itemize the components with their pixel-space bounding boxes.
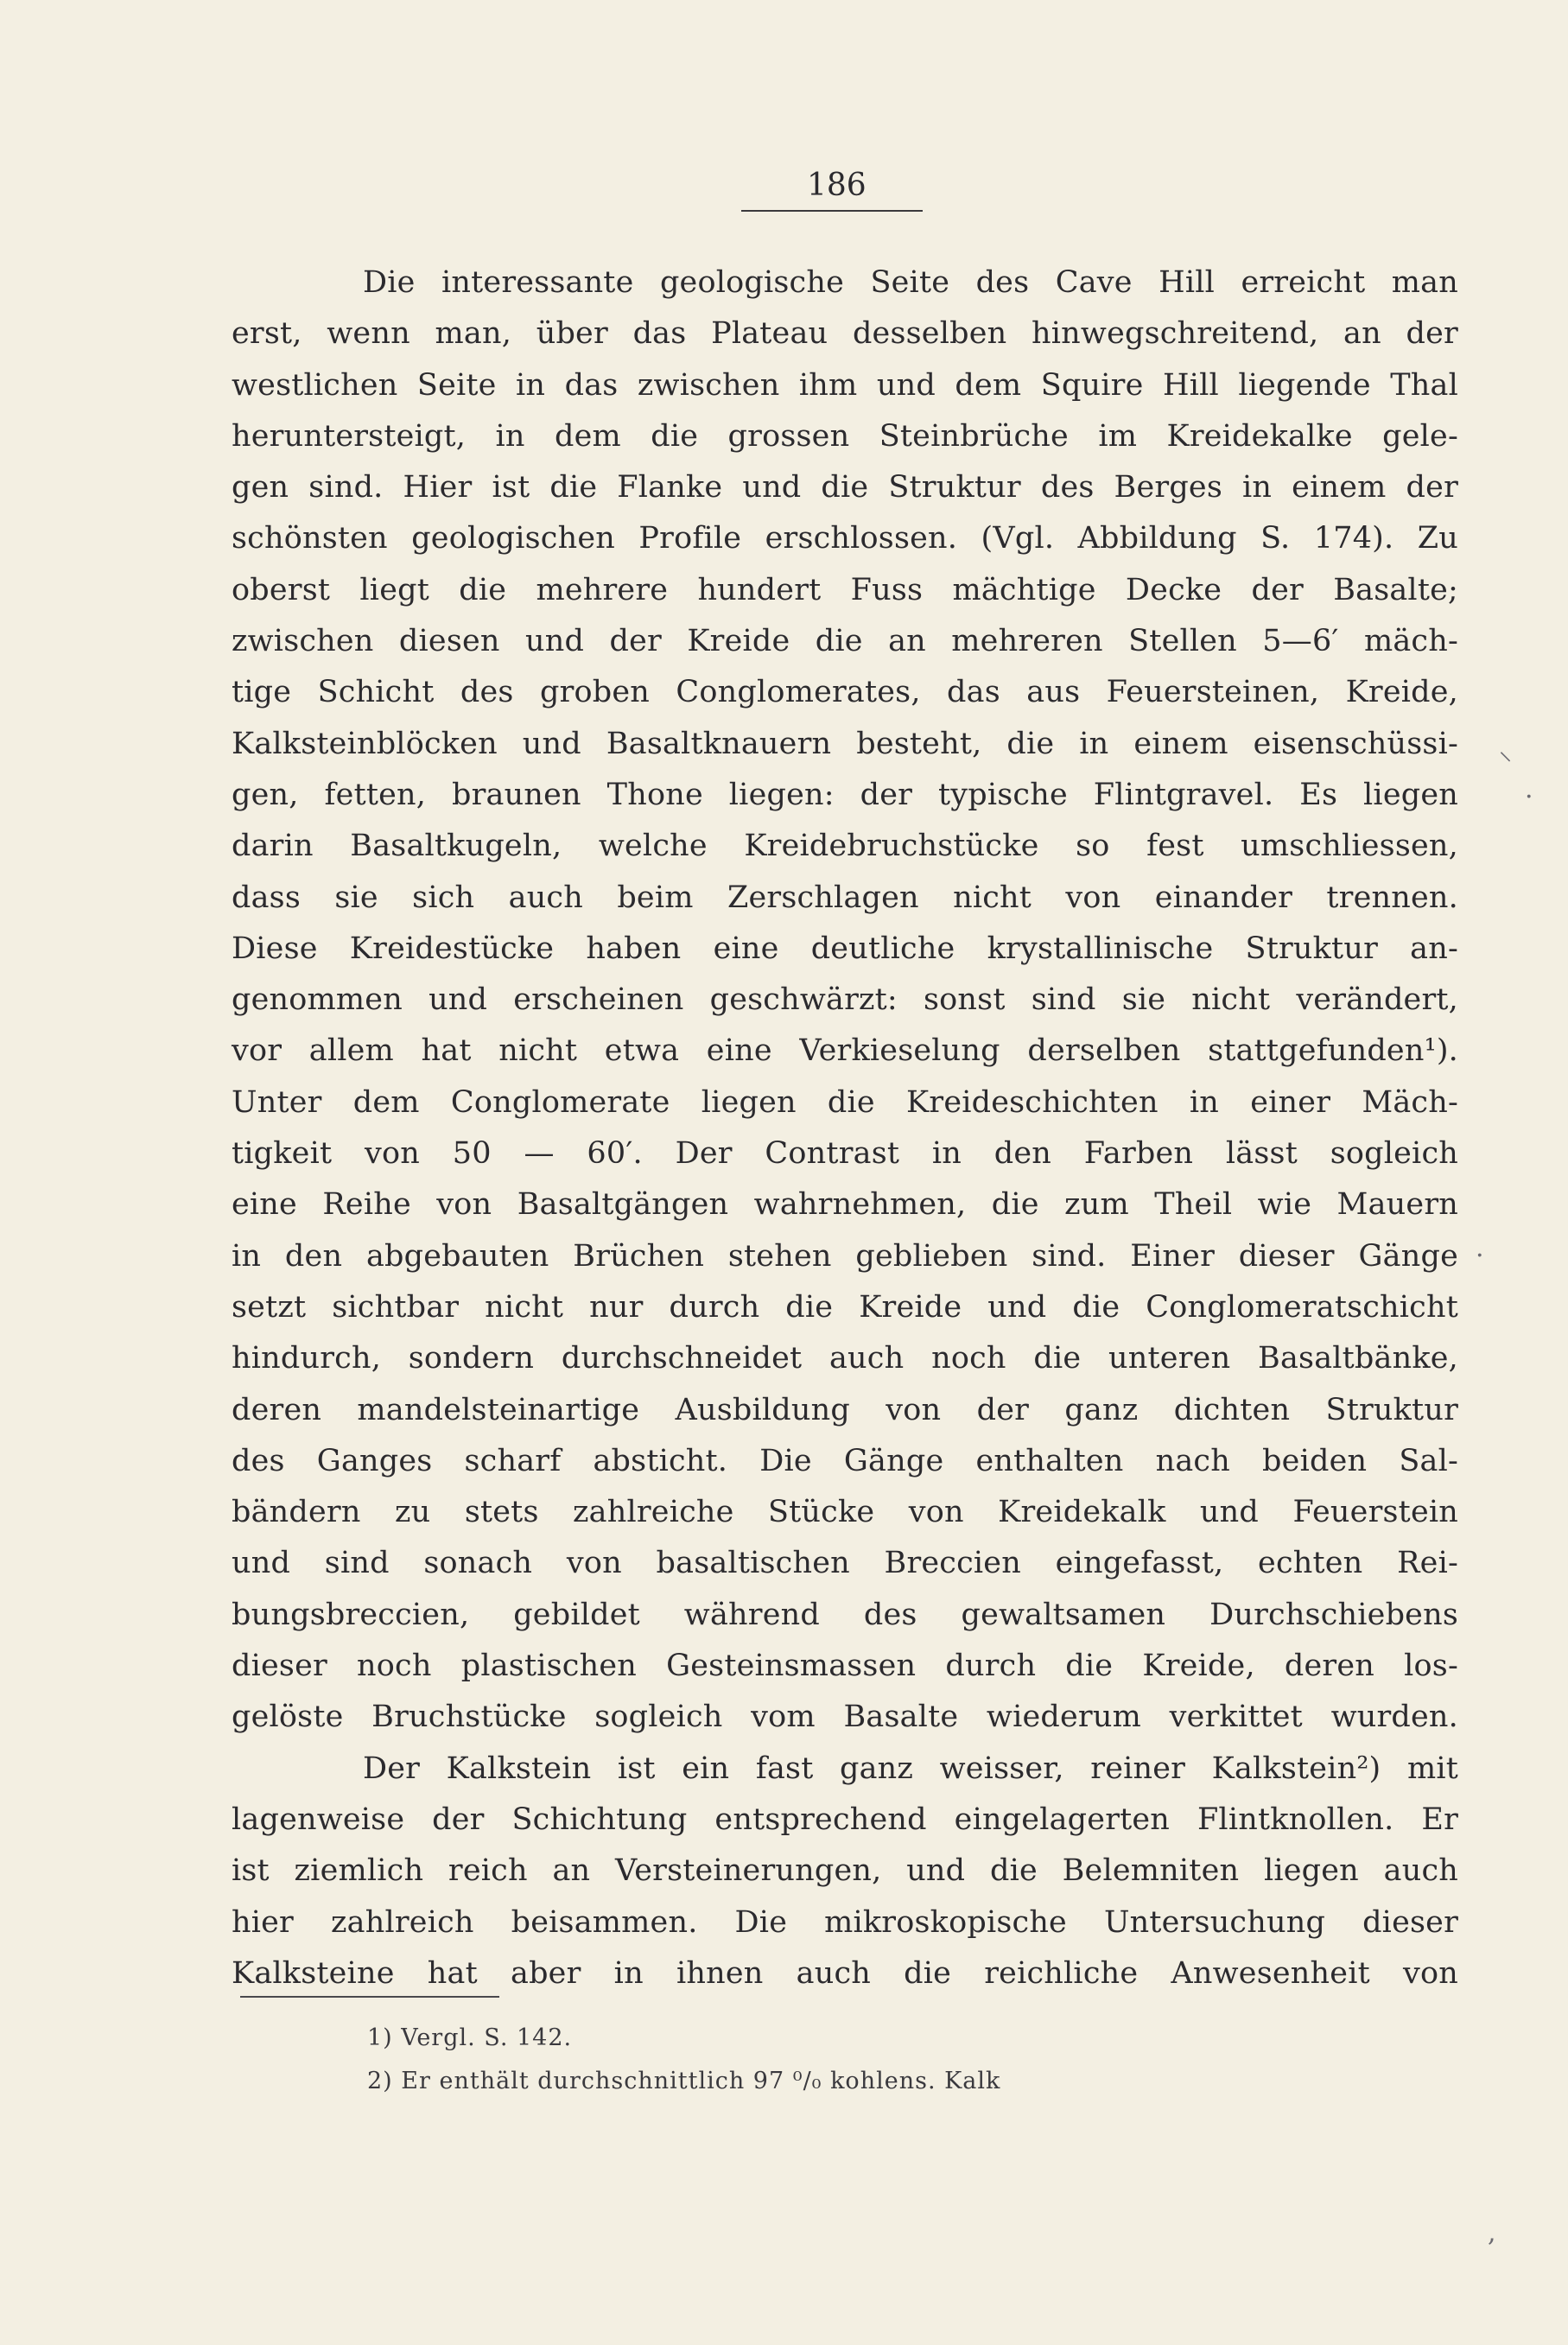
text-line: dass sie sich auch beim Zerschlagen nicht von einander trennen. bbox=[232, 880, 1458, 915]
text-line: bungsbreccien, gebildet während des gewaltsamen Durchschiebens bbox=[232, 1597, 1458, 1632]
margin-mark: , bbox=[1488, 2218, 1496, 2248]
text-line: ist ziemlich reich an Versteinerungen, und die Belemniten liegen auch bbox=[232, 1853, 1458, 1889]
text-line: dieser noch plastischen Gesteinsmassen durch die Kreide, deren los- bbox=[232, 1649, 1458, 1684]
margin-mark: · bbox=[1525, 782, 1533, 812]
footnotes bbox=[367, 2017, 1145, 2103]
footnote-2: 2) Er enthält durchschnittlich 97 ⁰/₀ kohlens. Kalk bbox=[367, 2068, 1001, 2094]
text-line: vor allem hat nicht etwa eine Verkieselung derselben stattgefunden¹). bbox=[232, 1033, 1458, 1069]
text-line: gen sind. Hier ist die Flanke und die Struktur des Berges in einem der bbox=[232, 470, 1458, 505]
text-line: Die interessante geologische Seite des Cave Hill erreicht man bbox=[363, 265, 1458, 300]
text-line: Der Kalkstein ist ein fast ganz weisser, reiner Kalkstein²) mit bbox=[363, 1751, 1458, 1786]
footnote-rule bbox=[240, 1996, 499, 1998]
text-line: in den abgebauten Brüchen stehen geblieben sind. Einer dieser Gänge bbox=[232, 1238, 1458, 1274]
body-text bbox=[232, 257, 1458, 1999]
footnote-1: 1) Vergl. S. 142. bbox=[367, 2024, 573, 2051]
text-line: Diese Kreidestücke haben eine deutliche krystallinische Struktur an- bbox=[232, 931, 1458, 966]
text-line: tigkeit von 50 — 60′. Der Contrast in den Farben lässt sogleich bbox=[232, 1136, 1458, 1172]
text-line: hier zahlreich beisammen. Die mikroskopische Untersuchung dieser bbox=[232, 1904, 1458, 1940]
text-line: eine Reihe von Basaltgängen wahrnehmen, die zum Theil wie Mauern bbox=[232, 1187, 1458, 1223]
text-line: tige Schicht des groben Conglomerates, das aus Feuersteinen, Kreide, bbox=[232, 675, 1458, 710]
text-line: hindurch, sondern durchschneidet auch noch die unteren Basaltbänke, bbox=[232, 1341, 1458, 1376]
page-number: 186 bbox=[807, 168, 867, 203]
margin-mark: . bbox=[1476, 1233, 1484, 1263]
text-line: Kalksteinblöcken und Basaltknauern besteht, die in einem eisenschüssi- bbox=[232, 726, 1458, 761]
text-line: bändern zu stets zahlreiche Stücke von Kreidekalk und Feuerstein bbox=[232, 1495, 1458, 1530]
text-line: setzt sichtbar nicht nur durch die Kreide und die Conglomeratschicht bbox=[232, 1289, 1458, 1325]
text-line: lagenweise der Schichtung entsprechend eingelagerten Flintknollen. Er bbox=[232, 1802, 1458, 1837]
text-line: heruntersteigt, in dem die grossen Steinbrüche im Kreidekalke gele- bbox=[232, 418, 1458, 454]
text-line: deren mandelsteinartige Ausbildung von der ganz dichten Struktur bbox=[232, 1392, 1458, 1427]
text-line: Unter dem Conglomerate liegen die Kreideschichten in einer Mäch- bbox=[232, 1084, 1458, 1120]
text-line: Kalksteine hat aber in ihnen auch die reichliche Anwesenheit von bbox=[232, 1955, 1458, 1991]
text-line: schönsten geologischen Profile erschlossen. (Vgl. Abbildung S. 174). Zu bbox=[232, 521, 1458, 556]
text-line: zwischen diesen und der Kreide die an mehreren Stellen 5—6′ mäch- bbox=[232, 624, 1458, 659]
text-line: erst, wenn man, über das Plateau desselben hinwegschreitend, an der bbox=[232, 316, 1458, 352]
text-line: genommen und erscheinen geschwärzt: sonst sind sie nicht verändert, bbox=[232, 982, 1458, 1018]
text-line: gelöste Bruchstücke sogleich vom Basalte wiederum verkittet wurden. bbox=[232, 1700, 1458, 1735]
text-line: oberst liegt die mehrere hundert Fuss mächtige Decke der Basalte; bbox=[232, 572, 1458, 607]
text-line: des Ganges scharf absticht. Die Gänge enthalten nach beiden Sal- bbox=[232, 1443, 1458, 1478]
text-line: gen, fetten, braunen Thone liegen: der typische Flintgravel. Es liegen bbox=[232, 777, 1458, 812]
text-line: darin Basaltkugeln, welche Kreidebruchstücke so fest umschliessen, bbox=[232, 829, 1458, 864]
header-rule bbox=[741, 210, 923, 212]
text-line: und sind sonach von basaltischen Breccien eingefasst, echten Rei- bbox=[232, 1546, 1458, 1581]
text-line: westlichen Seite in das zwischen ihm und dem Squire Hill liegende Thal bbox=[232, 367, 1458, 403]
margin-mark: ⸜ bbox=[1499, 736, 1512, 766]
